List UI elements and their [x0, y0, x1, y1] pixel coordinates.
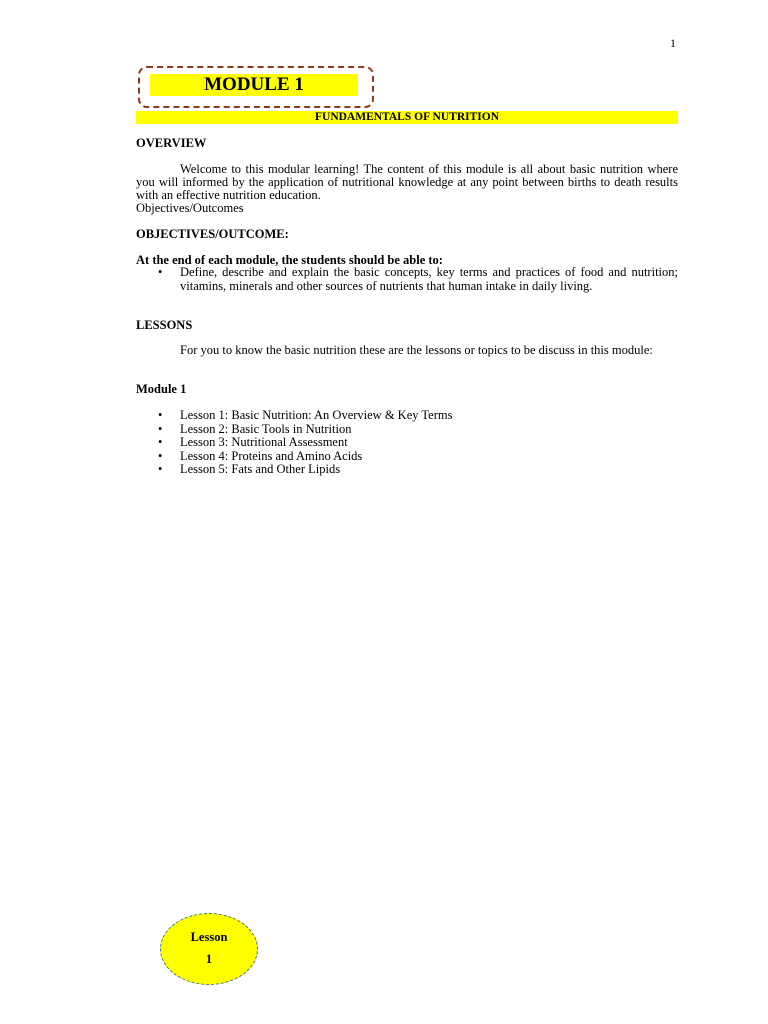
module-title: MODULE 1: [150, 74, 358, 96]
list-item: [136, 423, 678, 437]
objectives-intro: At the end of each module, the students should be able to:: [136, 253, 443, 267]
overview-heading: OVERVIEW: [136, 136, 207, 150]
list-item: [136, 450, 678, 464]
bullet-icon: •: [158, 421, 163, 436]
lesson-item-text: Lesson 2: Basic Tools in Nutrition: [180, 421, 352, 436]
lesson-list: [136, 409, 678, 477]
lesson-item-text: Lesson 3: Nutritional Assessment: [180, 435, 348, 449]
bullet-icon: •: [158, 448, 163, 463]
list-item: [136, 266, 678, 293]
lessons-intro: For you to know the basic nutrition these are the lessons or topics to be discuss in this module:: [180, 343, 653, 357]
page-number: 1: [670, 36, 676, 50]
list-item: [136, 463, 678, 477]
list-item: [136, 436, 678, 450]
subject-title: FUNDAMENTALS OF NUTRITION: [136, 111, 678, 124]
list-item: [136, 409, 678, 423]
lesson-badge: [160, 913, 258, 985]
bullet-icon: •: [158, 462, 163, 476]
lesson-badge-number: 1: [205, 952, 213, 966]
lessons-heading: LESSONS: [136, 318, 193, 332]
bullet-icon: •: [158, 435, 163, 449]
bullet-icon: •: [158, 408, 163, 422]
module-label: Module 1: [136, 382, 187, 396]
objectives-list: [136, 266, 678, 293]
bullet-icon: •: [158, 265, 163, 279]
objective-text: Define, describe and explain the basic concepts, key terms and practices of food and nutrition; vitamins, minerals and other sources of nutrients that human intake in daily living.: [180, 265, 678, 293]
lesson-item-text: Lesson 1: Basic Nutrition: An Overview & Key Terms: [180, 408, 453, 422]
overview-text: Welcome to this modular learning! The content of this module is all about basic nutrition where you will informed by the application of nutritional knowledge at any point between births to death results with an effective nutrition education.: [136, 162, 678, 202]
objectives-heading: OBJECTIVES/OUTCOME:: [136, 227, 289, 241]
lesson-item-text: Lesson 5: Fats and Other Lipids: [180, 462, 341, 476]
lesson-item-text: Lesson 4: Proteins and Amino Acids: [180, 448, 363, 463]
lesson-badge-label: Lesson: [190, 930, 228, 944]
overview-trailing-text: Objectives/Outcomes: [136, 201, 244, 215]
